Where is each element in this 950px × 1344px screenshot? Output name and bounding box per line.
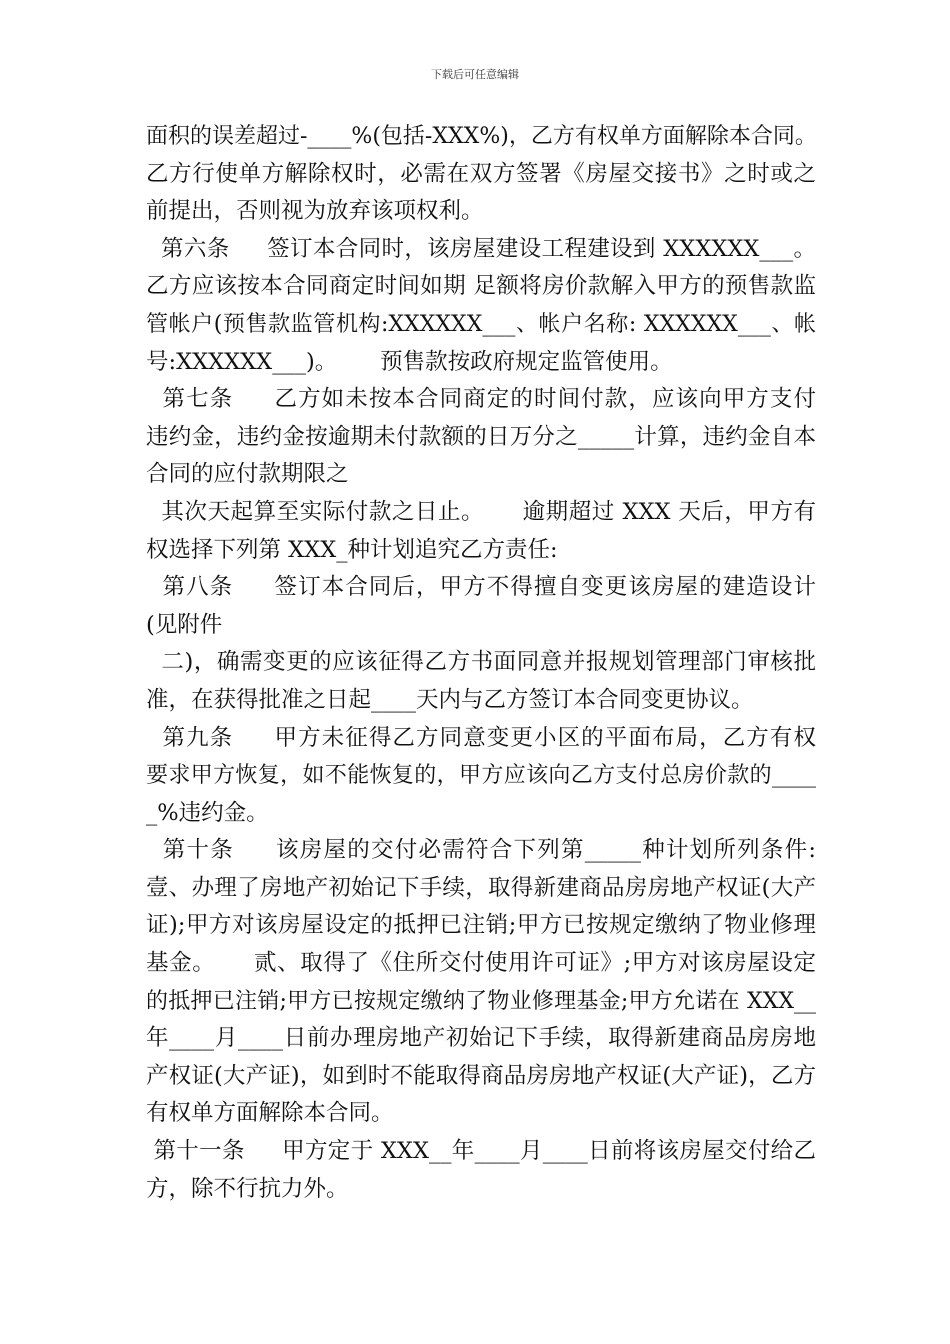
text-line: 管帐户(预售款监管机构:XXXXXX___、帐户名称: XXXXXX___、帐 bbox=[146, 311, 816, 337]
text-line: 产权证(大产证)，如到时不能取得商品房房地产权证(大产证)，乙方 bbox=[146, 1062, 816, 1089]
text-line: 准，在获得批准之日起____天内与乙方签订本合同变更协议。 bbox=[146, 686, 754, 713]
text-line: 乙方行使单方解除权时，必需在双方签署《房屋交接书》之时或之 bbox=[146, 160, 816, 187]
text-line: 年____月____日前办理房地产初始记下手续，取得新建商品房房地 bbox=[146, 1025, 816, 1052]
text-line: 第七条 乙方如未按本合同商定的时间付款，应该向甲方支付 bbox=[146, 386, 816, 413]
text-line: 第六条 签订本合同时，该房屋建设工程建设到 XXXXXX___。 bbox=[146, 235, 816, 262]
text-line: 号:XXXXXX___)。 预售款按政府规定监管使用。 bbox=[146, 348, 673, 375]
text-line: 基金。 贰、取得了《住所交付使用许可证》;甲方对该房屋设定 bbox=[146, 950, 816, 977]
text-line: _%违约金。 bbox=[146, 799, 269, 826]
text-line: 壹、办理了房地产初始记下手续，取得新建商品房房地产权证(大产 bbox=[146, 874, 816, 901]
text-line: (见附件 bbox=[146, 611, 223, 638]
text-line: 违约金，违约金按逾期未付款额的日万分之_____计算，违约金自本 bbox=[146, 423, 816, 450]
text-line: 第九条 甲方未征得乙方同意变更小区的平面布局，乙方有权 bbox=[146, 724, 816, 751]
text-line: 第十一条 甲方定于 XXX__年____月____日前将该房屋交付给乙 bbox=[146, 1138, 816, 1165]
page-header: 下载后可任意编辑 bbox=[431, 68, 519, 81]
text-line: 第十条 该房屋的交付必需符合下列第_____种计划所列条件: bbox=[146, 837, 816, 864]
text-line: 的抵押已注销;甲方已按规定缴纳了物业修理基金;甲方允诺在 XXX__ bbox=[146, 988, 816, 1014]
document-body bbox=[146, 118, 816, 1208]
text-line: 合同的应付款期限之 bbox=[146, 461, 349, 488]
text-line: 要求甲方恢复，如不能恢复的，甲方应该向乙方支付总房价款的____ bbox=[146, 763, 816, 789]
text-line: 方，除不行抗力外。 bbox=[146, 1175, 349, 1202]
text-line: 面积的误差超过-____%(包括-XXX%)，乙方有权单方面解除本合同。 bbox=[146, 124, 817, 149]
text-line: 权选择下列第 XXX_种计划追究乙方责任: bbox=[146, 536, 558, 563]
text-line: 证);甲方对该房屋设定的抵押已注销;甲方已按规定缴纳了物业修理 bbox=[146, 912, 816, 939]
text-line: 二)，确需变更的应该征得乙方书面同意并报规划管理部门审核批 bbox=[146, 649, 816, 676]
text-line: 乙方应该按本合同商定时间如期 足额将房价款解入甲方的预售款监 bbox=[146, 273, 816, 300]
text-line: 其次天起算至实际付款之日止。 逾期超过 XXX 天后，甲方有 bbox=[146, 498, 816, 525]
text-line: 有权单方面解除本合同。 bbox=[146, 1100, 394, 1127]
text-line: 前提出，否则视为放弃该项权利。 bbox=[146, 198, 484, 225]
text-line: 第八条 签订本合同后，甲方不得擅自变更该房屋的建造设计 bbox=[146, 574, 816, 601]
